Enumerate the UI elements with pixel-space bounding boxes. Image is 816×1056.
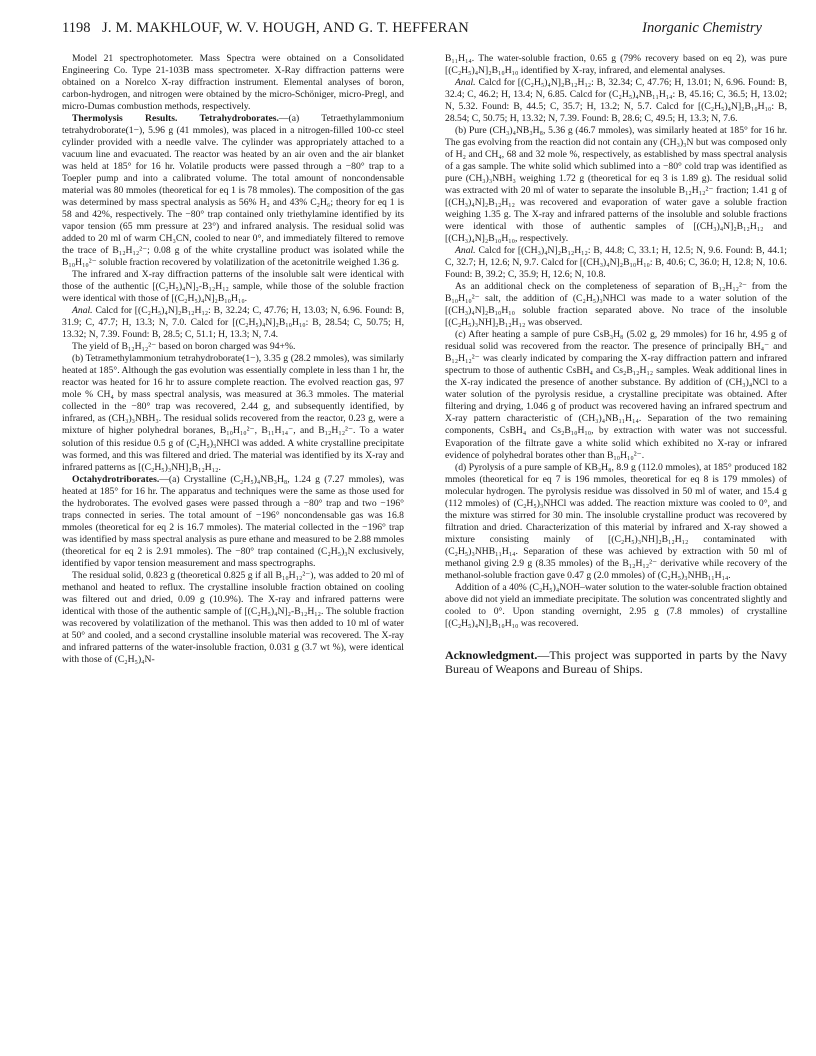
paragraph-text: The residual solid, 0.823 g (theoretical 0.825 g if all B₁₀H₁₂²⁻), was added to 20 ml of methanol and heated to reflux. The crystalline insoluble fraction obtained on cooling was filtered out and dried, 0.09 g (10.9%). The X-ray and infrared patterns were identical with those of the authentic sample of [(C₂H₅)₄N]₂-B₁₂H₁₂. The soluble fraction was recovered by volatilization of the methanol. This was then added to 10 ml of water at 50° and cooled, and a second crystalline insoluble material was recovered. The X-ray and infrared patterns of the water-insoluble fraction, 0.031 g (3.7 wt %), were identical with those of (C₂H₅)₄N- <box>62 569 404 665</box>
paragraph-text: The infrared and X-ray diffraction patterns of the insoluble salt were identical with those of the authentic [(C₂H₅)₄N]₂-B₁₂H₁₂ sample, while those of the soluble fraction were identical with those of [(C₂H₅)₄N]₂B₁₀H₁₀. <box>62 269 404 305</box>
paragraph <box>62 341 404 353</box>
paragraph-text: Calcd for [(C₂H₅)₄N]₂B₁₂H₁₂: B, 32.34; C, 47.76; H, 13.01; N, 6.96. Found: B, 32.4; C, 46.2; H, 13.4; N, 6.85. Calcd for (C₂H₅)₄NB₁₁H₁₄: B, 45.16; C, 36.5; H, 13.02; N, 5.32. Found: B, 44.5; C, 35.7; H, 13.2; N, 5.7. Calcd for [(C₂H₅)₄N]₂B₁₀H₁₀: B, 28.54; C, 50.75; H, 13.32; N, 7.39. Found: B, 28.6; C, 49.5; H, 13.3; N, 7.6. <box>445 77 787 125</box>
paragraph <box>62 474 404 570</box>
paragraph <box>445 329 787 461</box>
paragraph-text: Calcd for [(CH₃)₄N]₂B₁₂H₁₂: B, 44.8; C, 33.1; H, 12.5; N, 9.6. Found: B, 44.1; C, 32.7; H, 12.6; N, 9.7. Calcd for [(CH₃)₄N]₂B₁₀H₁₀: B, 40.6; C, 36.0; H, 12.8; N, 10.6. Found: B, 39.2; C, 35.9; H, 12.6; N, 10.8. <box>445 245 787 281</box>
paragraph <box>62 269 404 305</box>
section-heading: Octahydrotriborates. <box>72 473 160 485</box>
left-column <box>62 53 404 666</box>
paragraph-text: As an additional check on the completeness of separation of B₁₂H₁₂²⁻ from the B₁₀H₁₀²⁻ salt, the addition of (C₂H₅)₃NHCl was made to a water solution of the [(CH₃)₄N]₂B₁₀H₁₀ soluble fraction separated above. No trace of the insoluble [(C₂H₅)₃NH]₂B₁₂H₁₂ was observed. <box>445 281 787 329</box>
running-authors: J. M. MAKHLOUF, W. V. HOUGH, AND G. T. HEFFERAN <box>102 20 469 36</box>
paragraph <box>445 582 787 630</box>
analysis-label: Anal. <box>455 77 476 89</box>
paragraph-text: —(a) Crystalline (C₂H₅)₄NB₃H₈, 1.24 g (7.27 mmoles), was heated at 185° for 16 hr. The apparatus and techniques were the same as those used for the hydroborates. The evolved gases were passed through a −80° trap and two −196° traps connected in series. The total amount of −196° noncondensable gas was 16.8 mmoles (theoretical for eq 2 is 16.7 mmoles). The material collected in the −196° trap was identified by mass spectral analysis as pure ethane and measured to be 2.88 mmoles (theoretical for eq 2 is 2.91 mmoles). The −80° trap contained (C₂H₅)₃N exclusively, identified by vapor tension measurement and mass spectrographs. <box>62 473 404 569</box>
page-number: 1198 <box>62 20 91 36</box>
paragraph <box>445 125 787 245</box>
paragraph <box>445 281 787 329</box>
paragraph <box>62 570 404 666</box>
paragraph-text: B₁₁H₁₄. The water-soluble fraction, 0.65 g (79% recovery based on eq 2), was pure [(C₂H₅)₄N]₂B₁₀H₁₀ identified by X-ray, infrared, and elemental analyses. <box>445 53 787 77</box>
paragraph-text: Addition of a 40% (C₂H₅)₄NOH–water solution to the water-soluble fraction obtained above did not yield an immediate precipitate. The solution was concentrated slightly and cooled to 0°. Upon standing overnight, 2.95 g (7.8 mmoles) of crystalline [(C₂H₅)₄N]₂B₁₀H₁₀ was recovered. <box>445 581 787 629</box>
paragraph-text: (b) Pure (CH₃)₄NB₃H₈, 5.36 g (46.7 mmoles), was similarly heated at 185° for 16 hr. The gas evolving from the reaction did not contain any (CH₃)₃N but was composed only of H₂ and CH₄, 68 and 32 mole %, respectively, as established by mass spectral analysis of a gas sample. The white solid which sublimed into a −80° cold trap was identified as pure (CH₃)₃NBH₃ weighing 1.72 g (theoretical for eq 3 is 1.89 g). The residual solid was extracted with 20 ml of water to separate the insoluble B₁₂H₁₂²⁻ fraction; 1.41 g of [(CH₃)₄N]₂B₁₂H₁₂ was recovered and evaporation of water gave a soluble fraction weighing 1.35 g. The X-ray and infrared patterns of the insoluble and soluble fractions were identical with those of authentic samples of [(CH₃)₄N]₂B₁₂H₁₂ and [(CH₃)₄N]₂B₁₀H₁₀, respectively. <box>445 125 787 245</box>
paragraph <box>62 353 404 473</box>
paragraph <box>62 53 404 113</box>
analysis-label: Anal. <box>72 305 93 317</box>
right-column <box>445 53 787 677</box>
paragraph-text: Calcd for [(C₂H₅)₄N]₂B₁₂H₁₂: B, 32.24; C, 47.76; H, 13.03; N, 6.96. Found: B, 31.9; C, 47.7; H, 13.3; N, 7.0. Calcd for [(C₂H₅)₄N]₂B₁₀H₁₀: B, 28.54; C, 50.75; H, 13.32; N, 7.39. Found: B, 28.5; C, 51.1; H, 13.3; N, 7.4. <box>62 305 404 341</box>
paragraph-text: —(a) Tetraethylammonium tetrahydroborate(1−), 5.96 g (41 mmoles), was placed in a nitrogen-filled 100-cc steel cylinder provided with a needle valve. The cylinder was appropriately attached to a vacuum line and evacuated. The reactor was heated by an air oven and the air blanket was held at 185° for 16 hr. Volatile products were passed through a −80° trap to a Toepler pump and into a calibrated volume. The total amount of noncondensable material was 80 mmoles (theoretical for eq 1 is 78 mmoles). The composition of the gas was determined by mass spectral analysis as 56% H₂ and 43% C₂H₆; theory for eq 1 is 58 and 42%, respectively. The −80° trap contained only triethylamine identified by its vapor tension (65 mm pressure at 23°) and infrared analysis. The residual solid was added to 20 ml of warm CH₃CN, cooled to near 0°, and immediately filtered to remove the trace of B₁₂H₁₂²⁻; 0.08 g of the white crystalline product was isolated while the B₁₀H₁₀²⁻ soluble fraction recovered by volatilization of the acetonitrile weighed 1.36 g. <box>62 113 404 269</box>
paragraph <box>445 245 787 281</box>
journal-name: Inorganic Chemistry <box>642 20 762 36</box>
paragraph <box>445 462 787 582</box>
paragraph <box>62 305 404 341</box>
section-heading: Thermolysis Results. Tetrahydroborates. <box>72 113 279 125</box>
paragraph <box>445 53 787 77</box>
page-header <box>62 20 762 42</box>
acknowledgment-text: —This project was supported in parts by the Navy Bureau of Weapons and Bureau of Ships. <box>445 647 787 677</box>
paragraph-text: (b) Tetramethylammonium tetrahydroborate(1−), 3.35 g (28.2 mmoles), was similarly heated at 185°. Although the gas evolution was essentially complete in less than 1 hr, the reactor was heated for 16 hr to assure complete reaction. The evolved reaction gas, 97 mole % CH₄ by mass spectral analysis, was measured at 36.3 mmoles. The material collected in the −80° trap was recovered, 2.44 g, and subsequently identified, by infrared, as (CH₃)₃NBH₃. The residual solids recovered from the reactor, 0.23 g, were a mixture of higher polyhedral boranes, B₁₀H₁₀²⁻, B₁₁H₁₄⁻, and B₁₂H₁₂²⁻. To a water solution of this residue 0.5 g of (C₂H₅)₃NHCl was added. A white crystalline precipitate was formed, and this was filtered and dried. The material was identified by its X-ray and infrared patterns as [(C₂H₅)₃NH]₂B₁₂H₁₂. <box>62 353 404 473</box>
paragraph-text: (d) Pyrolysis of a pure sample of KB₃H₈, 8.9 g (112.0 mmoles), at 185° produced 182 mmoles (theoretical for eq 7 is 196 mmoles, theoretical for eq 8 is 179 mmoles) of molecular hydrogen. The pyrolysis residue was dissolved in 50 ml of water, and 15.4 g (112 mmoles) of (C₂H₅)₃NHCl was added. The reaction mixture was cooled to 0°, and the mixture was stirred for 30 min. The insoluble crystalline product was recovered by filtration and dried. Characterization of this material by infrared and X-ray showed a mixture consisting mainly of [(C₂H₅)₃NH]₂B₁₂H₁₂ contaminated with (C₂H₅)₃NHB₁₁H₁₄. Separation of these was achieved by extraction with 50 ml of methanol giving 2.9 g (8.35 mmoles) of the B₁₂H₁₂²⁻ derivative while recovery of the methanol-soluble fraction gave 0.47 g (2.0 mmoles) of (C₂H₅)₃NHB₁₁H₁₄. <box>445 461 787 581</box>
acknowledgment-heading: Acknowledgment. <box>445 647 538 662</box>
paragraph <box>62 113 404 269</box>
paragraph-text: The yield of B₁₂H₁₂²⁻ based on boron charged was 94+%. <box>72 341 296 353</box>
paragraph <box>445 77 787 125</box>
analysis-label: Anal. <box>455 245 476 257</box>
right-column-body <box>445 53 787 630</box>
paragraph-text: (c) After heating a sample of pure CsB₃H₈ (5.02 g, 29 mmoles) for 16 hr, 4.95 g of residual solid was recovered from the reactor. The presence of principally BH₄⁻ and B₁₂H₁₂²⁻ was clearly indicated by comparing the X-ray diffraction pattern and infrared spectrum to those of authentic CsBH₄ and Cs₂B₁₂H₁₂ samples. Weak additional lines in the X-ray indicated the presence of another substance. By addition of (CH₃)₄NCl to a water solution of the pyrolysis residue, a crystalline precipitate was obtained. After filtering and drying, 1.046 g of product was recovered having an infrared spectrum and X-ray pattern characteristic of (CH₃)₄NB₁₁H₁₄. Separation of the two remaining components, CsBH₄ and Cs₂B₁₀H₁₀, by extraction with water was not successful. Evaporation of the filtrate gave a white solid which exhibited no X-ray or infrared evidence of polyhedral borates other than B₁₀H₁₀²⁻. <box>445 329 787 461</box>
paragraph-text: Model 21 spectrophotometer. Mass Spectra were obtained on a Consolidated Engineering Co. Type 21-103B mass spectrometer. X-Ray diffraction patterns were obtained on a Norelco X-ray diffraction instrument. Elemental analyses of boron, carbon-hydrogen, and nitrogen were obtained by the micro-Schöniger, micro-Pregl, and micro-Dumas combustion methods, respectively. <box>62 53 404 113</box>
acknowledgment <box>445 648 787 677</box>
